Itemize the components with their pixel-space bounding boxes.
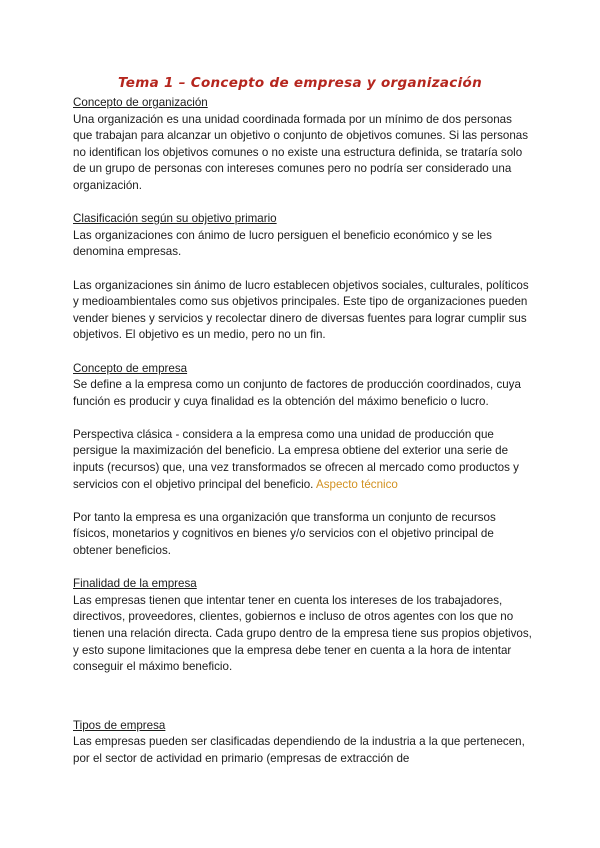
paragraph: Se define a la empresa como un conjunto de factores de producción coordinados, cuya función es producir y cuya finalidad es la obtención del máximo beneficio o lucro. bbox=[73, 378, 521, 408]
paragraph: Las organizaciones con ánimo de lucro persiguen el beneficio económico y se les denomina empresas. bbox=[73, 228, 492, 259]
section-heading: Finalidad de la empresa bbox=[73, 577, 197, 591]
section-heading: Concepto de organización bbox=[73, 96, 208, 109]
paragraph: Las organizaciones sin ánimo de lucro establecen objetivos sociales, culturales, políticos y medioambientales como sus objetivos principales. Este tipo de organizaciones pueden vender bienes y servicios y recolectar dinero de diversas fuentes para lograr cumplir sus objetivos. El objetivo es un medio, pero no un fin. bbox=[73, 278, 529, 342]
section-heading: Tipos de empresa bbox=[73, 718, 166, 732]
document-title: Tema 1 – Concepto de empresa y organización bbox=[118, 75, 482, 91]
section-clasificacion bbox=[73, 211, 533, 344]
accent-note: Aspecto técnico bbox=[315, 477, 398, 491]
paragraph-text: Perspectiva clásica - considera a la empresa como una unidad de producción que persigue la maximización del beneficio. La empresa obtiene del exterior una serie de inputs (recursos) que, una vez transformados se ofrecen al mercado como productos y servicios con el objetivo principal del beneficio. bbox=[73, 427, 519, 491]
section-heading: Clasificación según su objetivo primario bbox=[73, 212, 277, 226]
section-concepto-organizacion bbox=[73, 95, 533, 195]
paragraph: Una organización es una unidad coordinada formada por un mínimo de dos personas que trabajan para alcanzar un objetivo o conjunto de objetivos comunes. Si las personas no identifican los objetivos comunes o no existe una estructura definida, se trataría solo de un grupo de personas con intereses comunes pero no podría ser considerado una organización. bbox=[73, 112, 529, 192]
section-finalidad-empresa bbox=[73, 576, 533, 676]
section-tipos-empresa bbox=[73, 718, 533, 768]
paragraph: Las empresas tienen que intentar tener en cuenta los intereses de los trabajadores, directivos, proveedores, clientes, gobiernos e incluso de otros agentes con los que no tienen una relación directa. Cada grupo dentro de la empresa tiene sus propios objetivos, y esto supone limitaciones que la empresa debe tener en cuenta a la hora de intentar conseguir el máximo beneficio. bbox=[73, 593, 532, 674]
document-body bbox=[73, 95, 533, 768]
paragraph: Las empresas pueden ser clasificadas dependiendo de la industria a la que pertenecen, por el sector de actividad en primario (empresas de extracción de bbox=[73, 735, 525, 765]
section-concepto-empresa bbox=[73, 361, 533, 560]
paragraph: Por tanto la empresa es una organización que transforma un conjunto de recursos físicos, monetarios y cognitivos en bienes y/o servicios con el objetivo principal de obtener beneficios. bbox=[73, 510, 496, 558]
paragraph-with-note bbox=[73, 427, 533, 493]
section-heading: Concepto de empresa bbox=[73, 361, 188, 375]
